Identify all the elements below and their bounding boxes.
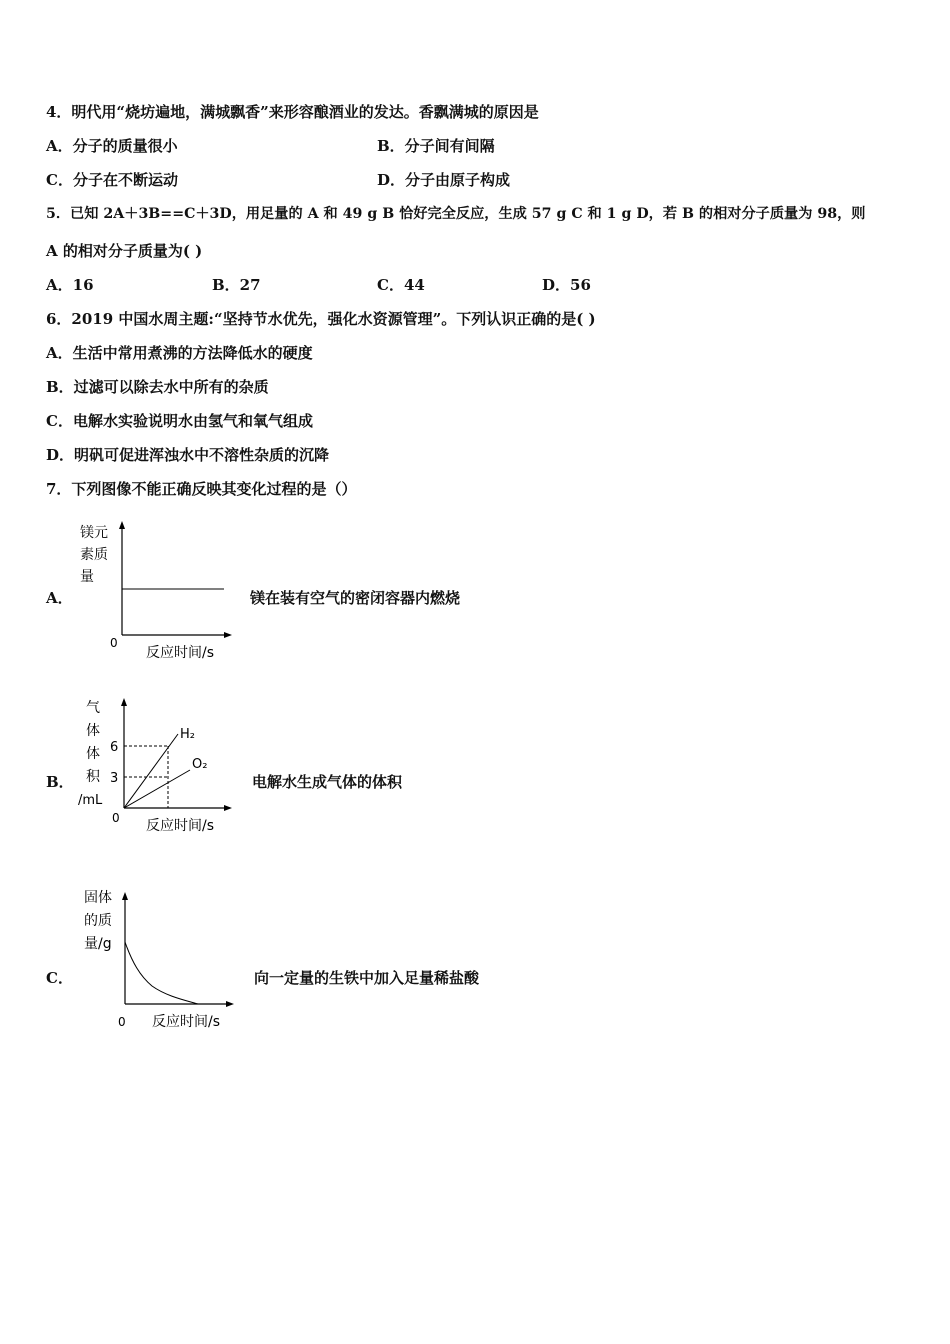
q4-stem: 4．明代用“烧坊遍地，满城飘香”来形容酿酒业的发达。香飘满城的原因是 <box>46 103 539 121</box>
y-axis-arrow <box>122 892 128 900</box>
q7-c-letter: C． <box>46 969 73 987</box>
q6-option-c: C．电解水实验说明水由氢气和氧气组成 <box>46 412 313 430</box>
q7-a-letter: A． <box>46 589 73 607</box>
y-axis-arrow <box>119 521 125 529</box>
origin-label: 0 <box>112 811 120 825</box>
solid-mass-curve <box>125 942 222 1004</box>
q4-option-d: D．分子由原子构成 <box>377 171 511 189</box>
q7-a-graph <box>70 515 250 665</box>
y-tick-3: 3 <box>110 771 119 786</box>
q4-option-a: A．分子的质量很小 <box>46 137 178 155</box>
q6-stem: 6．2019 中国水周主题:“坚持节水优先，强化水资源管理”。下列认识正确的是( ) <box>46 310 596 328</box>
h2-line <box>124 734 178 808</box>
q7-a-desc: 镁在装有空气的密闭容器内燃烧 <box>250 589 461 607</box>
y-label-5: /mL <box>78 793 103 808</box>
q5-option-a: A．16 <box>46 276 94 294</box>
q5-option-c: C．44 <box>377 276 425 294</box>
q6-option-b: B．过滤可以除去水中所有的杂质 <box>46 378 269 396</box>
origin-label: 0 <box>110 636 118 650</box>
y-tick-6: 6 <box>110 740 119 755</box>
x-axis-arrow <box>224 632 232 638</box>
y-label-2: 的质 <box>84 913 112 929</box>
q5-option-b: B．27 <box>212 276 261 294</box>
y-label-1: 气 <box>86 700 100 716</box>
y-label-1: 镁元 <box>80 525 108 541</box>
q4-option-b: B．分子间有间隔 <box>377 137 495 155</box>
q7-a-graph-svg <box>70 515 250 665</box>
q5-stem-line2: A 的相对分子质量为( ) <box>46 242 203 260</box>
q7-b-desc: 电解水生成气体的体积 <box>252 773 403 791</box>
o2-label: O₂ <box>192 757 208 772</box>
q7-c-graph <box>74 880 254 1040</box>
y-axis-arrow <box>121 698 127 706</box>
q7-b-graph-svg <box>70 688 250 848</box>
y-label-1: 固体 <box>84 890 112 906</box>
y-label-2: 体 <box>86 723 100 739</box>
y-label-4: 积 <box>86 769 100 785</box>
q5-option-d: D．56 <box>542 276 591 294</box>
q6-option-d: D．明矾可促进浑浊水中不溶性杂质的沉降 <box>46 446 330 464</box>
q4-option-c: C．分子在不断运动 <box>46 171 178 189</box>
y-label-2: 素质 <box>80 547 108 563</box>
x-label: 反应时间/s <box>152 1014 221 1030</box>
q6-option-a: A．生活中常用煮沸的方法降低水的硬度 <box>46 344 313 362</box>
x-axis-arrow <box>224 805 232 811</box>
y-label-3: 量/g <box>84 936 112 952</box>
y-label-3: 体 <box>86 746 100 762</box>
h2-label: H₂ <box>180 727 195 742</box>
x-label: 反应时间/s <box>146 645 215 661</box>
q5-stem-line1: 5．已知 2A＋3B==C＋3D，用足量的 A 和 49 g B 恰好完全反应，生成 57 g C 和 1 g D，若 B 的相对分子质量为 98，则 <box>46 206 866 222</box>
x-axis-arrow <box>226 1001 234 1007</box>
q7-c-desc: 向一定量的生铁中加入足量稀盐酸 <box>254 969 480 987</box>
q7-stem: 7．下列图像不能正确反映其变化过程的是（） <box>46 480 357 498</box>
x-label: 反应时间/s <box>146 818 215 834</box>
q7-c-graph-svg <box>74 880 254 1040</box>
y-label-3: 量 <box>80 569 94 585</box>
q7-b-graph <box>70 688 250 848</box>
origin-label: 0 <box>118 1015 126 1029</box>
o2-line <box>124 770 190 808</box>
q7-b-letter: B． <box>46 773 74 791</box>
